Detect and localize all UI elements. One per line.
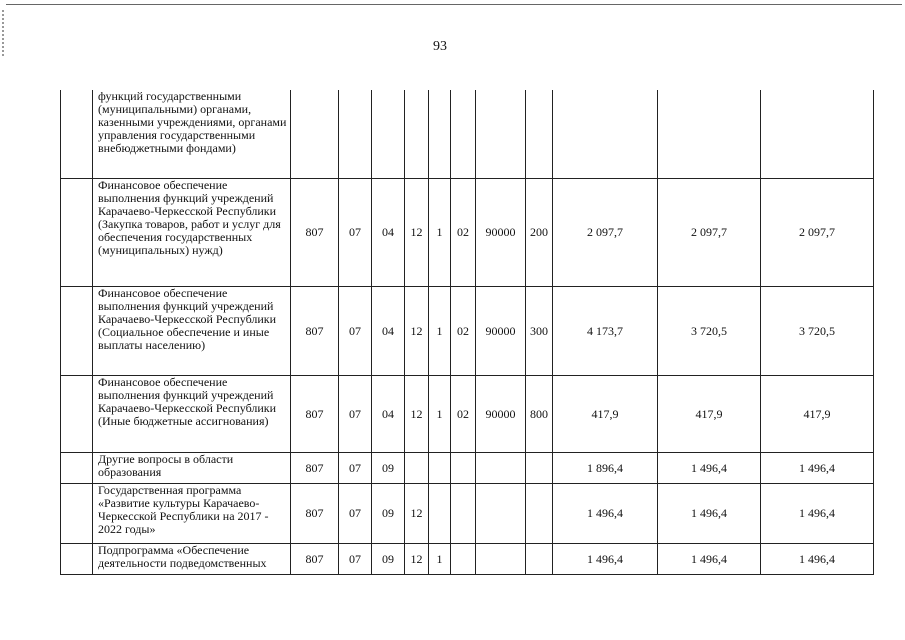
index-cell: [61, 484, 93, 544]
sum-year3-cell: 1 496,4: [761, 544, 874, 575]
code-program-cell: [405, 453, 429, 484]
code-gr-cell: 807: [291, 484, 339, 544]
index-cell: [61, 90, 93, 179]
item-name-cell: [93, 484, 291, 544]
code-event-cell: 02: [451, 376, 476, 453]
code-vr-cell: [526, 453, 553, 484]
item-name: Финансовое обеспечение выполнения функций учреждений Карачаево-Черкесской Республики (Закупка товаров, работ и услуг для обеспечения государственных (муниципальных) нужд): [98, 179, 281, 257]
sum-year1-cell: 1 496,4: [553, 544, 658, 575]
code-event-cell: 02: [451, 179, 476, 287]
code-subprogram-cell: [429, 453, 451, 484]
item-name: Другие вопросы в области образования: [98, 453, 234, 479]
page-number: 93: [433, 39, 447, 54]
code-rz-cell: 07: [339, 484, 372, 544]
sum-year2-cell: 1 496,4: [658, 484, 761, 544]
code-rz-cell: 07: [339, 453, 372, 484]
sum-year3-cell: 1 496,4: [761, 484, 874, 544]
item-name-cell: [93, 544, 291, 575]
code-rz-cell: 07: [339, 376, 372, 453]
code-pr-cell: 09: [372, 544, 405, 575]
code-rz-cell: [339, 90, 372, 179]
table-row: [61, 376, 874, 453]
code-program-cell: [405, 90, 429, 179]
index-cell: [61, 376, 93, 453]
code-event-cell: [451, 544, 476, 575]
item-name: Финансовое обеспечение выполнения функций учреждений Карачаево-Черкесской Республики (Иные бюджетные ассигнования): [98, 376, 277, 428]
code-event-cell: [451, 453, 476, 484]
code-program-cell: 12: [405, 179, 429, 287]
item-name-cell: [93, 179, 291, 287]
code-program-cell: 12: [405, 484, 429, 544]
sum-year3-cell: 2 097,7: [761, 179, 874, 287]
code-pr-cell: [372, 90, 405, 179]
sum-year3-cell: 1 496,4: [761, 453, 874, 484]
item-name: функций государственными (муниципальными) органами, казенными учреждениями, органами управления государственными внебюджетными фондами): [98, 90, 287, 155]
sum-year2-cell: 1 496,4: [658, 544, 761, 575]
index-cell: [61, 453, 93, 484]
sum-year3-cell: [761, 90, 874, 179]
sum-year2-cell: [658, 90, 761, 179]
code-gr-cell: 807: [291, 453, 339, 484]
item-name: Государственная программа «Развитие культуры Карачаево-Черкесской Республики на 2017 - 2022 годы»: [98, 484, 269, 536]
code-vr-cell: [526, 484, 553, 544]
code-gr-cell: [291, 90, 339, 179]
code-pr-cell: 04: [372, 376, 405, 453]
code-subprogram-cell: 1: [429, 179, 451, 287]
code-rz-cell: 07: [339, 287, 372, 376]
code-program-cell: 12: [405, 287, 429, 376]
sum-year2-cell: 2 097,7: [658, 179, 761, 287]
item-name: Финансовое обеспечение выполнения функций учреждений Карачаево-Черкесской Республики (Социальное обеспечение и иные выплаты населению): [98, 287, 277, 352]
code-direction-cell: [476, 544, 526, 575]
sum-year1-cell: 417,9: [553, 376, 658, 453]
sum-year2-cell: 3 720,5: [658, 287, 761, 376]
index-cell: [61, 179, 93, 287]
item-name-cell: [93, 90, 291, 179]
code-pr-cell: 04: [372, 287, 405, 376]
sum-year1-cell: 2 097,7: [553, 179, 658, 287]
code-direction-cell: 90000: [476, 376, 526, 453]
code-gr-cell: 807: [291, 287, 339, 376]
code-gr-cell: 807: [291, 376, 339, 453]
code-vr-cell: 300: [526, 287, 553, 376]
code-rz-cell: 07: [339, 544, 372, 575]
item-name-cell: [93, 376, 291, 453]
sum-year1-cell: 1 496,4: [553, 484, 658, 544]
top-rule: [6, 4, 902, 5]
table-row: [61, 179, 874, 287]
item-name-cell: [93, 287, 291, 376]
table-row: [61, 287, 874, 376]
item-name-cell: [93, 453, 291, 484]
code-gr-cell: 807: [291, 179, 339, 287]
code-direction-cell: [476, 453, 526, 484]
code-direction-cell: 90000: [476, 179, 526, 287]
table-row: [61, 544, 874, 575]
code-vr-cell: 800: [526, 376, 553, 453]
code-direction-cell: [476, 90, 526, 179]
code-pr-cell: 04: [372, 179, 405, 287]
code-event-cell: [451, 484, 476, 544]
sum-year3-cell: 417,9: [761, 376, 874, 453]
code-subprogram-cell: 1: [429, 376, 451, 453]
code-direction-cell: [476, 484, 526, 544]
code-vr-cell: [526, 90, 553, 179]
code-subprogram-cell: 1: [429, 544, 451, 575]
code-vr-cell: [526, 544, 553, 575]
sum-year1-cell: [553, 90, 658, 179]
code-event-cell: 02: [451, 287, 476, 376]
code-subprogram-cell: [429, 90, 451, 179]
sum-year3-cell: 3 720,5: [761, 287, 874, 376]
table-row: [61, 453, 874, 484]
table-row: [61, 484, 874, 544]
code-event-cell: [451, 90, 476, 179]
sum-year1-cell: 4 173,7: [553, 287, 658, 376]
table-row: [61, 90, 874, 179]
index-cell: [61, 287, 93, 376]
code-pr-cell: 09: [372, 453, 405, 484]
budget-table: [60, 90, 874, 575]
sum-year1-cell: 1 896,4: [553, 453, 658, 484]
code-program-cell: 12: [405, 376, 429, 453]
code-subprogram-cell: [429, 484, 451, 544]
code-gr-cell: 807: [291, 544, 339, 575]
sum-year2-cell: 417,9: [658, 376, 761, 453]
code-program-cell: 12: [405, 544, 429, 575]
item-name: Подпрограмма «Обеспечение деятельности подведомственных: [98, 544, 267, 570]
code-direction-cell: 90000: [476, 287, 526, 376]
sum-year2-cell: 1 496,4: [658, 453, 761, 484]
code-pr-cell: 09: [372, 484, 405, 544]
code-subprogram-cell: 1: [429, 287, 451, 376]
code-vr-cell: 200: [526, 179, 553, 287]
index-cell: [61, 544, 93, 575]
code-rz-cell: 07: [339, 179, 372, 287]
